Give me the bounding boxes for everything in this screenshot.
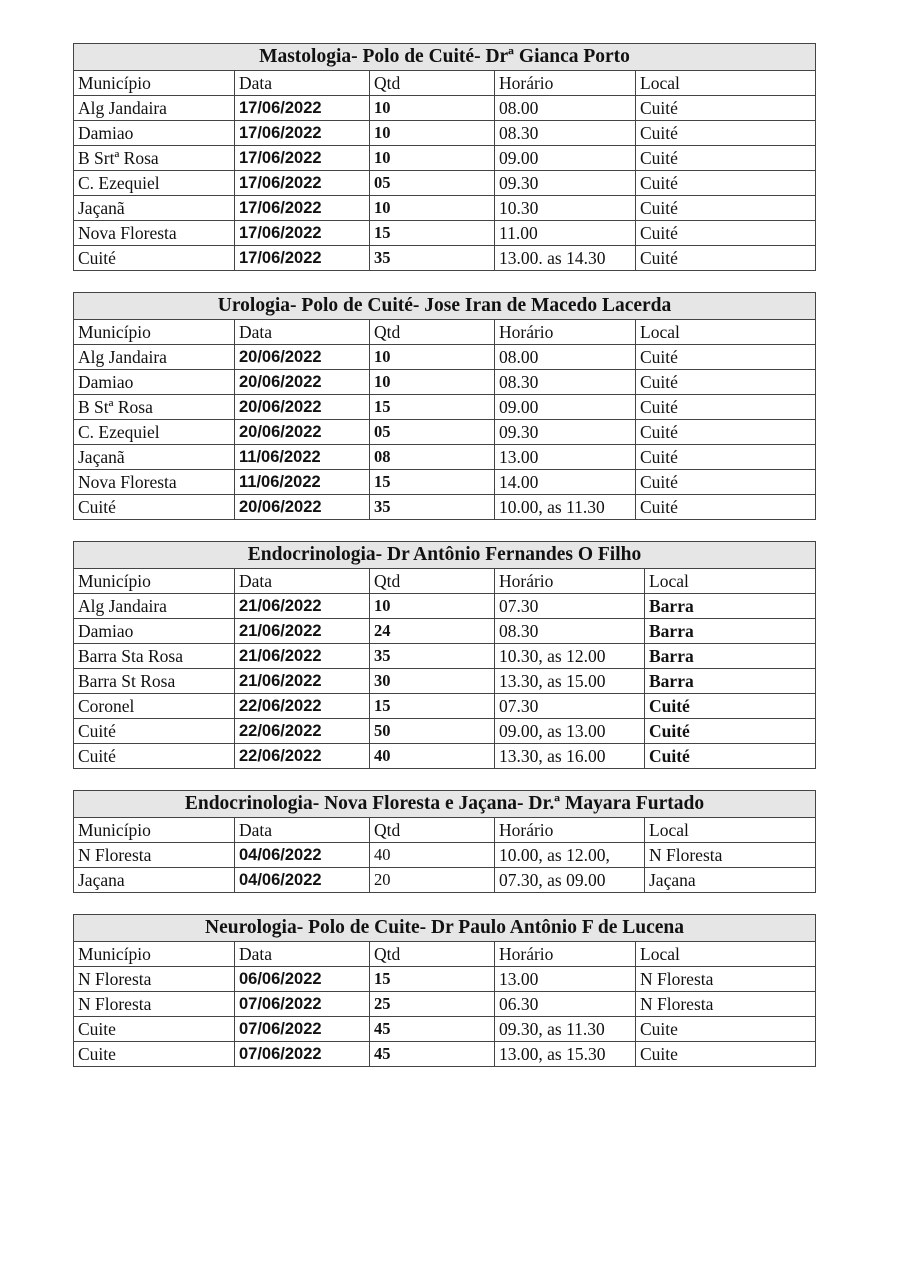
cell-local: Cuité xyxy=(636,395,816,420)
schedule-table-endocrinologia-mayara xyxy=(73,790,816,893)
table-title: Neurologia- Polo de Cuite- Dr Paulo Antônio F de Lucena xyxy=(74,915,816,942)
cell-local: Cuité xyxy=(636,121,816,146)
header-municipio: Município xyxy=(74,942,235,967)
header-data: Data xyxy=(235,569,370,594)
cell-qtd: 08 xyxy=(370,445,495,470)
header-data: Data xyxy=(235,320,370,345)
cell-qtd: 10 xyxy=(370,594,495,619)
cell-municipio: Cuité xyxy=(74,744,235,769)
cell-qtd: 30 xyxy=(370,669,495,694)
cell-data: 04/06/2022 xyxy=(235,868,370,893)
cell-municipio: N Floresta xyxy=(74,843,235,868)
cell-data: 06/06/2022 xyxy=(235,967,370,992)
cell-horario: 13.00. as 14.30 xyxy=(495,246,636,271)
cell-qtd: 15 xyxy=(370,694,495,719)
schedule-table-endocrinologia-antonio xyxy=(73,541,816,769)
header-municipio: Município xyxy=(74,320,235,345)
cell-data: 20/06/2022 xyxy=(235,395,370,420)
table-header-row xyxy=(74,320,816,345)
cell-qtd: 05 xyxy=(370,420,495,445)
table-row xyxy=(74,345,816,370)
header-horario: Horário xyxy=(495,942,636,967)
cell-municipio: Barra St Rosa xyxy=(74,669,235,694)
cell-horario: 11.00 xyxy=(495,221,636,246)
cell-horario: 07.30, as 09.00 xyxy=(495,868,645,893)
table-row xyxy=(74,868,816,893)
cell-municipio: Damiao xyxy=(74,619,235,644)
table-row xyxy=(74,1042,816,1067)
cell-qtd: 15 xyxy=(370,967,495,992)
table-row xyxy=(74,669,816,694)
cell-horario: 09.00, as 13.00 xyxy=(495,719,645,744)
cell-local: Jaçana xyxy=(645,868,816,893)
cell-municipio: Jaçana xyxy=(74,868,235,893)
cell-municipio: Damiao xyxy=(74,121,235,146)
cell-qtd: 10 xyxy=(370,345,495,370)
cell-local: Cuité xyxy=(645,744,816,769)
table-header-row xyxy=(74,942,816,967)
schedule-table-mastologia xyxy=(73,43,816,271)
cell-data: 21/06/2022 xyxy=(235,644,370,669)
cell-local: Cuité xyxy=(636,221,816,246)
cell-data: 22/06/2022 xyxy=(235,719,370,744)
table-row xyxy=(74,171,816,196)
cell-local: N Floresta xyxy=(645,843,816,868)
cell-data: 21/06/2022 xyxy=(235,594,370,619)
cell-horario: 08.30 xyxy=(495,619,645,644)
cell-qtd: 45 xyxy=(370,1042,495,1067)
cell-local: Cuité xyxy=(636,370,816,395)
cell-horario: 10.30 xyxy=(495,196,636,221)
cell-municipio: C. Ezequiel xyxy=(74,420,235,445)
cell-horario: 08.30 xyxy=(495,370,636,395)
table-row xyxy=(74,719,816,744)
cell-qtd: 10 xyxy=(370,121,495,146)
cell-local: Cuité xyxy=(636,146,816,171)
cell-local: Barra xyxy=(645,669,816,694)
cell-qtd: 10 xyxy=(370,196,495,221)
cell-horario: 09.00 xyxy=(495,395,636,420)
cell-horario: 07.30 xyxy=(495,694,645,719)
cell-local: Barra xyxy=(645,644,816,669)
cell-data: 21/06/2022 xyxy=(235,669,370,694)
cell-data: 17/06/2022 xyxy=(235,221,370,246)
cell-local: Cuite xyxy=(636,1042,816,1067)
cell-local: Cuité xyxy=(636,196,816,221)
schedule-page xyxy=(73,43,815,1088)
cell-horario: 08.00 xyxy=(495,345,636,370)
cell-municipio: Cuité xyxy=(74,719,235,744)
cell-data: 17/06/2022 xyxy=(235,246,370,271)
header-local: Local xyxy=(636,71,816,96)
cell-horario: 08.00 xyxy=(495,96,636,121)
table-row xyxy=(74,470,816,495)
cell-data: 04/06/2022 xyxy=(235,843,370,868)
table-title: Endocrinologia- Dr Antônio Fernandes O Filho xyxy=(74,542,816,569)
cell-qtd: 40 xyxy=(370,843,495,868)
cell-local: Cuité xyxy=(636,495,816,520)
table-header-row xyxy=(74,818,816,843)
cell-horario: 10.00, as 12.00, xyxy=(495,843,645,868)
header-municipio: Município xyxy=(74,569,235,594)
cell-horario: 13.00 xyxy=(495,445,636,470)
table-row xyxy=(74,395,816,420)
cell-qtd: 10 xyxy=(370,370,495,395)
table-row xyxy=(74,121,816,146)
cell-horario: 13.30, as 15.00 xyxy=(495,669,645,694)
cell-data: 21/06/2022 xyxy=(235,619,370,644)
cell-horario: 13.30, as 16.00 xyxy=(495,744,645,769)
cell-horario: 10.30, as 12.00 xyxy=(495,644,645,669)
header-local: Local xyxy=(636,320,816,345)
cell-horario: 10.00, as 11.30 xyxy=(495,495,636,520)
cell-qtd: 50 xyxy=(370,719,495,744)
cell-municipio: Coronel xyxy=(74,694,235,719)
header-data: Data xyxy=(235,71,370,96)
cell-data: 11/06/2022 xyxy=(235,470,370,495)
header-horario: Horário xyxy=(495,818,645,843)
cell-horario: 07.30 xyxy=(495,594,645,619)
cell-local: Cuité xyxy=(636,345,816,370)
cell-local: Cuité xyxy=(636,420,816,445)
cell-qtd: 20 xyxy=(370,868,495,893)
cell-data: 20/06/2022 xyxy=(235,370,370,395)
cell-local: Cuité xyxy=(645,694,816,719)
cell-qtd: 15 xyxy=(370,221,495,246)
table-row xyxy=(74,644,816,669)
cell-qtd: 35 xyxy=(370,495,495,520)
cell-municipio: Nova Floresta xyxy=(74,470,235,495)
table-title: Endocrinologia- Nova Floresta e Jaçana- Dr.ª Mayara Furtado xyxy=(74,791,816,818)
cell-horario: 06.30 xyxy=(495,992,636,1017)
cell-qtd: 24 xyxy=(370,619,495,644)
cell-municipio: Alg Jandaira xyxy=(74,96,235,121)
header-data: Data xyxy=(235,942,370,967)
table-row xyxy=(74,694,816,719)
header-local: Local xyxy=(645,569,816,594)
schedule-table-urologia xyxy=(73,292,816,520)
table-row xyxy=(74,445,816,470)
cell-data: 22/06/2022 xyxy=(235,744,370,769)
cell-horario: 13.00, as 15.30 xyxy=(495,1042,636,1067)
table-row xyxy=(74,967,816,992)
cell-local: Barra xyxy=(645,594,816,619)
cell-horario: 13.00 xyxy=(495,967,636,992)
header-qtd: Qtd xyxy=(370,320,495,345)
table-header-row xyxy=(74,71,816,96)
header-municipio: Município xyxy=(74,818,235,843)
cell-data: 11/06/2022 xyxy=(235,445,370,470)
cell-municipio: Alg Jandaira xyxy=(74,594,235,619)
header-local: Local xyxy=(645,818,816,843)
cell-qtd: 40 xyxy=(370,744,495,769)
header-qtd: Qtd xyxy=(370,818,495,843)
cell-data: 22/06/2022 xyxy=(235,694,370,719)
cell-data: 17/06/2022 xyxy=(235,146,370,171)
cell-local: Cuité xyxy=(636,96,816,121)
cell-local: N Floresta xyxy=(636,967,816,992)
table-row xyxy=(74,221,816,246)
cell-municipio: Damiao xyxy=(74,370,235,395)
cell-data: 07/06/2022 xyxy=(235,992,370,1017)
table-header-row xyxy=(74,569,816,594)
cell-qtd: 25 xyxy=(370,992,495,1017)
table-row xyxy=(74,594,816,619)
cell-local: Cuite xyxy=(636,1017,816,1042)
cell-local: Cuité xyxy=(636,445,816,470)
cell-municipio: Jaçanã xyxy=(74,196,235,221)
schedule-table-neurologia xyxy=(73,914,816,1067)
table-row xyxy=(74,744,816,769)
header-qtd: Qtd xyxy=(370,569,495,594)
cell-data: 20/06/2022 xyxy=(235,495,370,520)
header-horario: Horário xyxy=(495,569,645,594)
cell-qtd: 15 xyxy=(370,395,495,420)
cell-horario: 09.30 xyxy=(495,420,636,445)
table-row xyxy=(74,495,816,520)
header-local: Local xyxy=(636,942,816,967)
cell-qtd: 15 xyxy=(370,470,495,495)
table-row xyxy=(74,619,816,644)
header-horario: Horário xyxy=(495,320,636,345)
cell-data: 17/06/2022 xyxy=(235,96,370,121)
table-row xyxy=(74,196,816,221)
cell-municipio: Jaçanã xyxy=(74,445,235,470)
cell-municipio: Cuité xyxy=(74,246,235,271)
cell-qtd: 05 xyxy=(370,171,495,196)
cell-horario: 09.00 xyxy=(495,146,636,171)
cell-data: 20/06/2022 xyxy=(235,345,370,370)
table-row xyxy=(74,246,816,271)
table-title: Mastologia- Polo de Cuité- Drª Gianca Porto xyxy=(74,44,816,71)
cell-municipio: N Floresta xyxy=(74,967,235,992)
cell-qtd: 45 xyxy=(370,1017,495,1042)
cell-local: Cuité xyxy=(645,719,816,744)
cell-municipio: Cuité xyxy=(74,495,235,520)
header-horario: Horário xyxy=(495,71,636,96)
table-row xyxy=(74,370,816,395)
cell-data: 20/06/2022 xyxy=(235,420,370,445)
cell-municipio: B Stª Rosa xyxy=(74,395,235,420)
cell-data: 07/06/2022 xyxy=(235,1017,370,1042)
header-qtd: Qtd xyxy=(370,942,495,967)
table-row xyxy=(74,992,816,1017)
cell-qtd: 35 xyxy=(370,644,495,669)
table-title: Urologia- Polo de Cuité- Jose Iran de Macedo Lacerda xyxy=(74,293,816,320)
cell-municipio: Barra Sta Rosa xyxy=(74,644,235,669)
cell-horario: 09.30, as 11.30 xyxy=(495,1017,636,1042)
cell-municipio: C. Ezequiel xyxy=(74,171,235,196)
header-data: Data xyxy=(235,818,370,843)
table-row xyxy=(74,96,816,121)
cell-local: N Floresta xyxy=(636,992,816,1017)
cell-qtd: 35 xyxy=(370,246,495,271)
cell-municipio: Cuite xyxy=(74,1042,235,1067)
table-row xyxy=(74,1017,816,1042)
cell-horario: 14.00 xyxy=(495,470,636,495)
cell-municipio: Nova Floresta xyxy=(74,221,235,246)
cell-local: Cuité xyxy=(636,246,816,271)
header-municipio: Município xyxy=(74,71,235,96)
cell-municipio: Alg Jandaira xyxy=(74,345,235,370)
cell-qtd: 10 xyxy=(370,146,495,171)
cell-qtd: 10 xyxy=(370,96,495,121)
cell-data: 17/06/2022 xyxy=(235,121,370,146)
cell-horario: 08.30 xyxy=(495,121,636,146)
header-qtd: Qtd xyxy=(370,71,495,96)
cell-municipio: B Srtª Rosa xyxy=(74,146,235,171)
cell-local: Cuité xyxy=(636,470,816,495)
table-row xyxy=(74,420,816,445)
cell-municipio: Cuite xyxy=(74,1017,235,1042)
table-row xyxy=(74,146,816,171)
cell-data: 17/06/2022 xyxy=(235,171,370,196)
cell-horario: 09.30 xyxy=(495,171,636,196)
table-row xyxy=(74,843,816,868)
cell-municipio: N Floresta xyxy=(74,992,235,1017)
cell-local: Barra xyxy=(645,619,816,644)
cell-data: 17/06/2022 xyxy=(235,196,370,221)
cell-data: 07/06/2022 xyxy=(235,1042,370,1067)
cell-local: Cuité xyxy=(636,171,816,196)
